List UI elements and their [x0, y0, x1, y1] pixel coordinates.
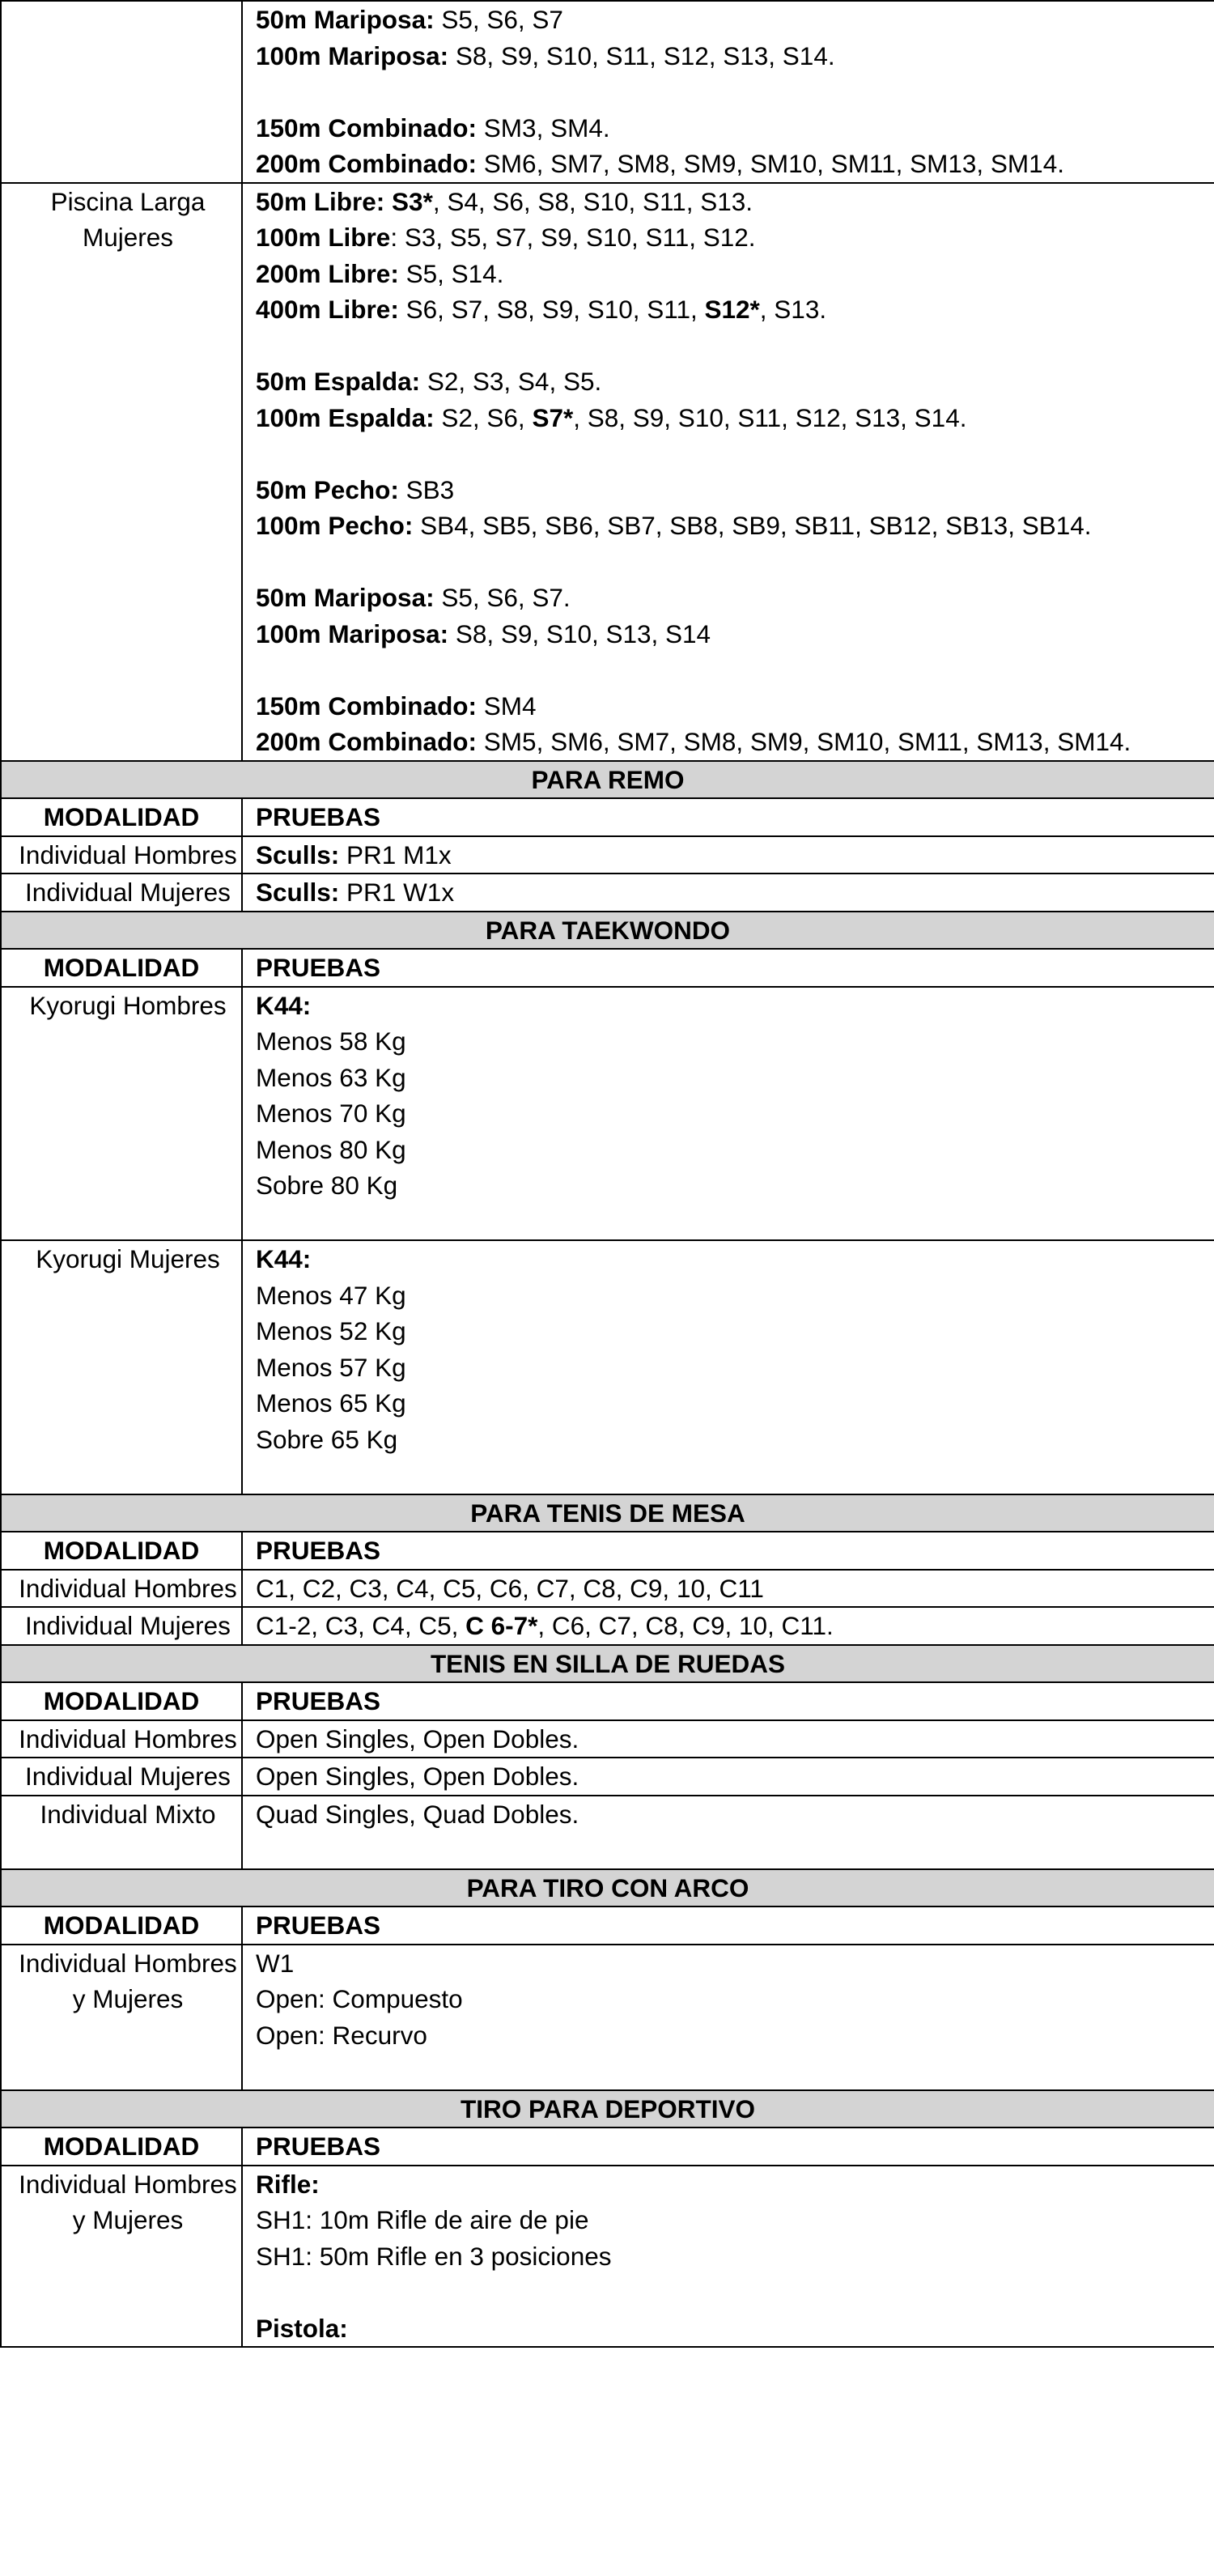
event-line: [256, 363, 1214, 400]
event-label: 100m Mariposa:: [256, 40, 449, 70]
event-label: K44:: [256, 990, 312, 1020]
event-line: [256, 1422, 1214, 1458]
pruebas-cell: [242, 1758, 1214, 1796]
event-text: PR1 W1x: [339, 878, 455, 907]
section-title: PARA REMO: [1, 761, 1214, 799]
event-text: SM5, SM6, SM7, SM8, SM9, SM10, SM11, SM13, SM14.: [477, 727, 1131, 756]
event-line: [256, 1721, 1214, 1758]
event-text: Open: Recurvo: [256, 2020, 427, 2050]
section-title: PARA TIRO CON ARCO: [1, 1869, 1214, 1907]
section-header-row: [1, 912, 1214, 950]
pruebas-cell: [242, 1570, 1214, 1608]
column-header-row: [1, 798, 1214, 836]
pruebas-cell: [242, 1240, 1214, 1494]
column-header-pruebas: PRUEBAS: [242, 1532, 1214, 1570]
event-line: [256, 688, 1214, 725]
section-title: TIRO PARA DEPORTIVO: [1, 2090, 1214, 2128]
event-line: [256, 988, 1214, 1024]
event-line: [256, 1981, 1214, 2017]
event-label: 100m Espalda:: [256, 402, 435, 432]
column-header-row: [1, 2128, 1214, 2166]
event-line: [256, 874, 1214, 911]
event-text: S2, S3, S4, S5.: [420, 367, 602, 396]
event-label: 100m Mariposa:: [256, 618, 449, 648]
event-text: S2, S6,: [434, 402, 533, 432]
event-text: S8, S9, S10, S11, S12, S13, S14.: [448, 40, 835, 70]
event-label: 150m Combinado:: [256, 691, 478, 721]
event-text: Open Singles, Open Dobles.: [256, 1762, 579, 1791]
event-text: S6, S7, S8, S9, S10, S11,: [398, 295, 705, 324]
event-line: [256, 2202, 1214, 2238]
event-label: C 6-7*: [465, 1611, 538, 1640]
blank-line: [256, 1204, 1214, 1240]
event-text: PR1 M1x: [339, 840, 452, 869]
event-line: [256, 146, 1214, 182]
event-text: Open: Compuesto: [256, 1984, 463, 2013]
table-row: [1, 836, 1214, 874]
column-header-pruebas: PRUEBAS: [242, 1906, 1214, 1945]
event-text: SH1: 50m Rifle en 3 posiciones: [256, 2241, 612, 2271]
event-line: [256, 1167, 1214, 1204]
event-line: [256, 616, 1214, 653]
events-table-body: [1, 1, 1214, 2347]
event-text: C1-2, C3, C4, C5,: [256, 1611, 466, 1640]
table-row: [1, 1945, 1214, 2090]
event-line: [256, 1132, 1214, 1168]
event-text: Menos 63 Kg: [256, 1062, 406, 1092]
section-title: TENIS EN SILLA DE RUEDAS: [1, 1645, 1214, 1683]
event-line: [256, 508, 1214, 544]
event-text: : S3, S5, S7, S9, S10, S11, S12.: [390, 223, 756, 252]
event-label: Pistola:: [256, 2313, 348, 2343]
modalidad-cell: Individual Hombres y Mujeres: [1, 2166, 242, 2348]
event-label: 400m Libre:: [256, 295, 399, 324]
table-row: [1, 1720, 1214, 1758]
pruebas-cell: [242, 836, 1214, 874]
blank-line: [256, 652, 1214, 688]
event-text: Sobre 80 Kg: [256, 1171, 398, 1200]
modalidad-cell: Kyorugi Hombres: [1, 987, 242, 1241]
event-text: , S8, S9, S10, S11, S12, S13, S14.: [573, 402, 967, 432]
table-row: [1, 1607, 1214, 1645]
blank-line: [256, 2274, 1214, 2310]
modalidad-cell: Piscina Larga Mujeres: [1, 183, 242, 761]
event-label: 50m Espalda:: [256, 367, 421, 396]
pruebas-cell: [242, 2166, 1214, 2348]
event-label: 200m Combinado:: [256, 727, 478, 756]
event-line: [256, 2017, 1214, 2054]
event-text: S5, S6, S7: [434, 5, 563, 34]
pruebas-cell: [242, 1945, 1214, 2090]
event-label: 100m Libre: [256, 223, 391, 252]
pruebas-cell: [242, 1607, 1214, 1645]
event-line: [256, 1313, 1214, 1350]
event-label: 50m Mariposa:: [256, 583, 435, 612]
table-row: [1, 2166, 1214, 2348]
event-text: Quad Singles, Quad Dobles.: [256, 1799, 579, 1829]
blank-line: [256, 1832, 1214, 1868]
event-text: S5, S6, S7.: [434, 583, 571, 612]
event-line: [256, 184, 1214, 220]
column-header-row: [1, 1906, 1214, 1945]
pruebas-cell: [242, 183, 1214, 761]
column-header-row: [1, 949, 1214, 987]
column-header-row: [1, 1532, 1214, 1570]
blank-line: [256, 74, 1214, 110]
pruebas-cell: [242, 987, 1214, 1241]
column-header-pruebas: PRUEBAS: [242, 2128, 1214, 2166]
swimming-women-row: [1, 183, 1214, 761]
pruebas-cell: [242, 1720, 1214, 1758]
modalidad-cell: Kyorugi Mujeres: [1, 1240, 242, 1494]
modalidad-cell: Individual Hombres: [1, 1570, 242, 1608]
event-text: Menos 57 Kg: [256, 1352, 406, 1382]
event-text: SM6, SM7, SM8, SM9, SM10, SM11, SM13, SM14.: [477, 149, 1064, 178]
event-label: 200m Combinado:: [256, 149, 478, 178]
event-line: [256, 1060, 1214, 1096]
column-header-modalidad: MODALIDAD: [1, 1682, 242, 1720]
table-row: [1, 1570, 1214, 1608]
event-text: Menos 58 Kg: [256, 1027, 406, 1056]
event-line: [256, 2, 1214, 38]
column-header-modalidad: MODALIDAD: [1, 1906, 242, 1945]
event-text: , S13.: [759, 295, 827, 324]
modalidad-cell: [1, 1, 242, 183]
blank-line: [256, 1457, 1214, 1494]
event-line: [256, 580, 1214, 616]
blank-line: [256, 436, 1214, 472]
modalidad-cell: Individual Mujeres: [1, 1607, 242, 1645]
event-text: Menos 70 Kg: [256, 1099, 406, 1128]
event-text: Sobre 65 Kg: [256, 1424, 398, 1454]
event-line: [256, 2310, 1214, 2347]
event-label: 50m Mariposa:: [256, 5, 435, 34]
event-label: K44:: [256, 1244, 312, 1273]
section-header-row: [1, 2090, 1214, 2128]
event-text: SH1: 10m Rifle de aire de pie: [256, 2205, 589, 2234]
event-text: S8, S9, S10, S13, S14: [448, 618, 711, 648]
column-header-modalidad: MODALIDAD: [1, 949, 242, 987]
event-label: 50m Libre: S3*: [256, 186, 433, 216]
event-text: , S4, S6, S8, S10, S11, S13.: [432, 186, 753, 216]
event-line: [256, 1608, 1214, 1644]
section-header-row: [1, 1494, 1214, 1532]
event-line: [256, 1023, 1214, 1060]
event-text: SB3: [398, 474, 455, 504]
event-line: [256, 1758, 1214, 1795]
column-header-modalidad: MODALIDAD: [1, 2128, 242, 2166]
event-text: SM3, SM4.: [477, 113, 610, 142]
modalidad-cell: Individual Hombres y Mujeres: [1, 1945, 242, 2090]
modalidad-cell: Individual Mujeres: [1, 874, 242, 912]
modalidad-cell: Individual Hombres: [1, 836, 242, 874]
section-title: PARA TENIS DE MESA: [1, 1494, 1214, 1532]
event-line: [256, 472, 1214, 508]
event-line: [256, 1571, 1214, 1607]
section-header-row: [1, 761, 1214, 799]
modalidad-cell: Individual Hombres: [1, 1720, 242, 1758]
pruebas-cell: [242, 874, 1214, 912]
event-text: Menos 47 Kg: [256, 1280, 406, 1310]
event-text: , C6, C7, C8, C9, 10, C11.: [537, 1611, 834, 1640]
event-line: [256, 219, 1214, 256]
blank-line: [256, 328, 1214, 364]
event-text: SM4: [477, 691, 537, 721]
event-line: [256, 110, 1214, 147]
section-header-row: [1, 1645, 1214, 1683]
event-line: [256, 38, 1214, 74]
event-line: [256, 1241, 1214, 1277]
event-line: [256, 2166, 1214, 2203]
event-text: C1, C2, C3, C4, C5, C6, C7, C8, C9, 10, C11: [256, 1573, 764, 1603]
event-text: Open Singles, Open Dobles.: [256, 1724, 579, 1753]
column-header-modalidad: MODALIDAD: [1, 1532, 242, 1570]
event-label: 150m Combinado:: [256, 113, 478, 142]
event-line: [256, 837, 1214, 874]
table-row: [1, 987, 1214, 1241]
event-line: [256, 256, 1214, 292]
event-line: [256, 1350, 1214, 1386]
event-line: [256, 1945, 1214, 1982]
pruebas-cell: [242, 1, 1214, 183]
blank-line: [256, 2053, 1214, 2089]
event-label: Sculls:: [256, 878, 340, 907]
event-line: [256, 1385, 1214, 1422]
table-row: [1, 874, 1214, 912]
column-header-modalidad: MODALIDAD: [1, 798, 242, 836]
section-header-row: [1, 1869, 1214, 1907]
modalidad-cell: Individual Mujeres: [1, 1758, 242, 1796]
swimming-men-tail-row: [1, 1, 1214, 183]
blank-line: [256, 544, 1214, 580]
event-text: SB4, SB5, SB6, SB7, SB8, SB9, SB11, SB12, SB13, SB14.: [413, 511, 1092, 540]
event-text: Menos 52 Kg: [256, 1316, 406, 1345]
event-line: [256, 724, 1214, 760]
event-text: W1: [256, 1948, 295, 1978]
section-title: PARA TAEKWONDO: [1, 912, 1214, 950]
event-label: 50m Pecho:: [256, 474, 399, 504]
table-row: [1, 1240, 1214, 1494]
event-label: S12*: [704, 295, 760, 324]
event-label: S7*: [532, 402, 574, 432]
column-header-pruebas: PRUEBAS: [242, 798, 1214, 836]
event-text: Menos 65 Kg: [256, 1388, 406, 1418]
pruebas-cell: [242, 1796, 1214, 1869]
modalidad-cell: Individual Mixto: [1, 1796, 242, 1869]
event-label: Rifle:: [256, 2169, 320, 2199]
event-label: 100m Pecho:: [256, 511, 414, 540]
event-line: [256, 291, 1214, 328]
table-row: [1, 1796, 1214, 1869]
column-header-row: [1, 1682, 1214, 1720]
event-line: [256, 2238, 1214, 2275]
column-header-pruebas: PRUEBAS: [242, 949, 1214, 987]
event-line: [256, 1796, 1214, 1833]
event-label: 200m Libre:: [256, 258, 399, 288]
event-text: Menos 80 Kg: [256, 1134, 406, 1164]
column-header-pruebas: PRUEBAS: [242, 1682, 1214, 1720]
event-line: [256, 400, 1214, 436]
event-line: [256, 1277, 1214, 1314]
event-label: Sculls:: [256, 840, 340, 869]
table-row: [1, 1758, 1214, 1796]
event-line: [256, 1095, 1214, 1132]
event-text: S5, S14.: [398, 258, 504, 288]
